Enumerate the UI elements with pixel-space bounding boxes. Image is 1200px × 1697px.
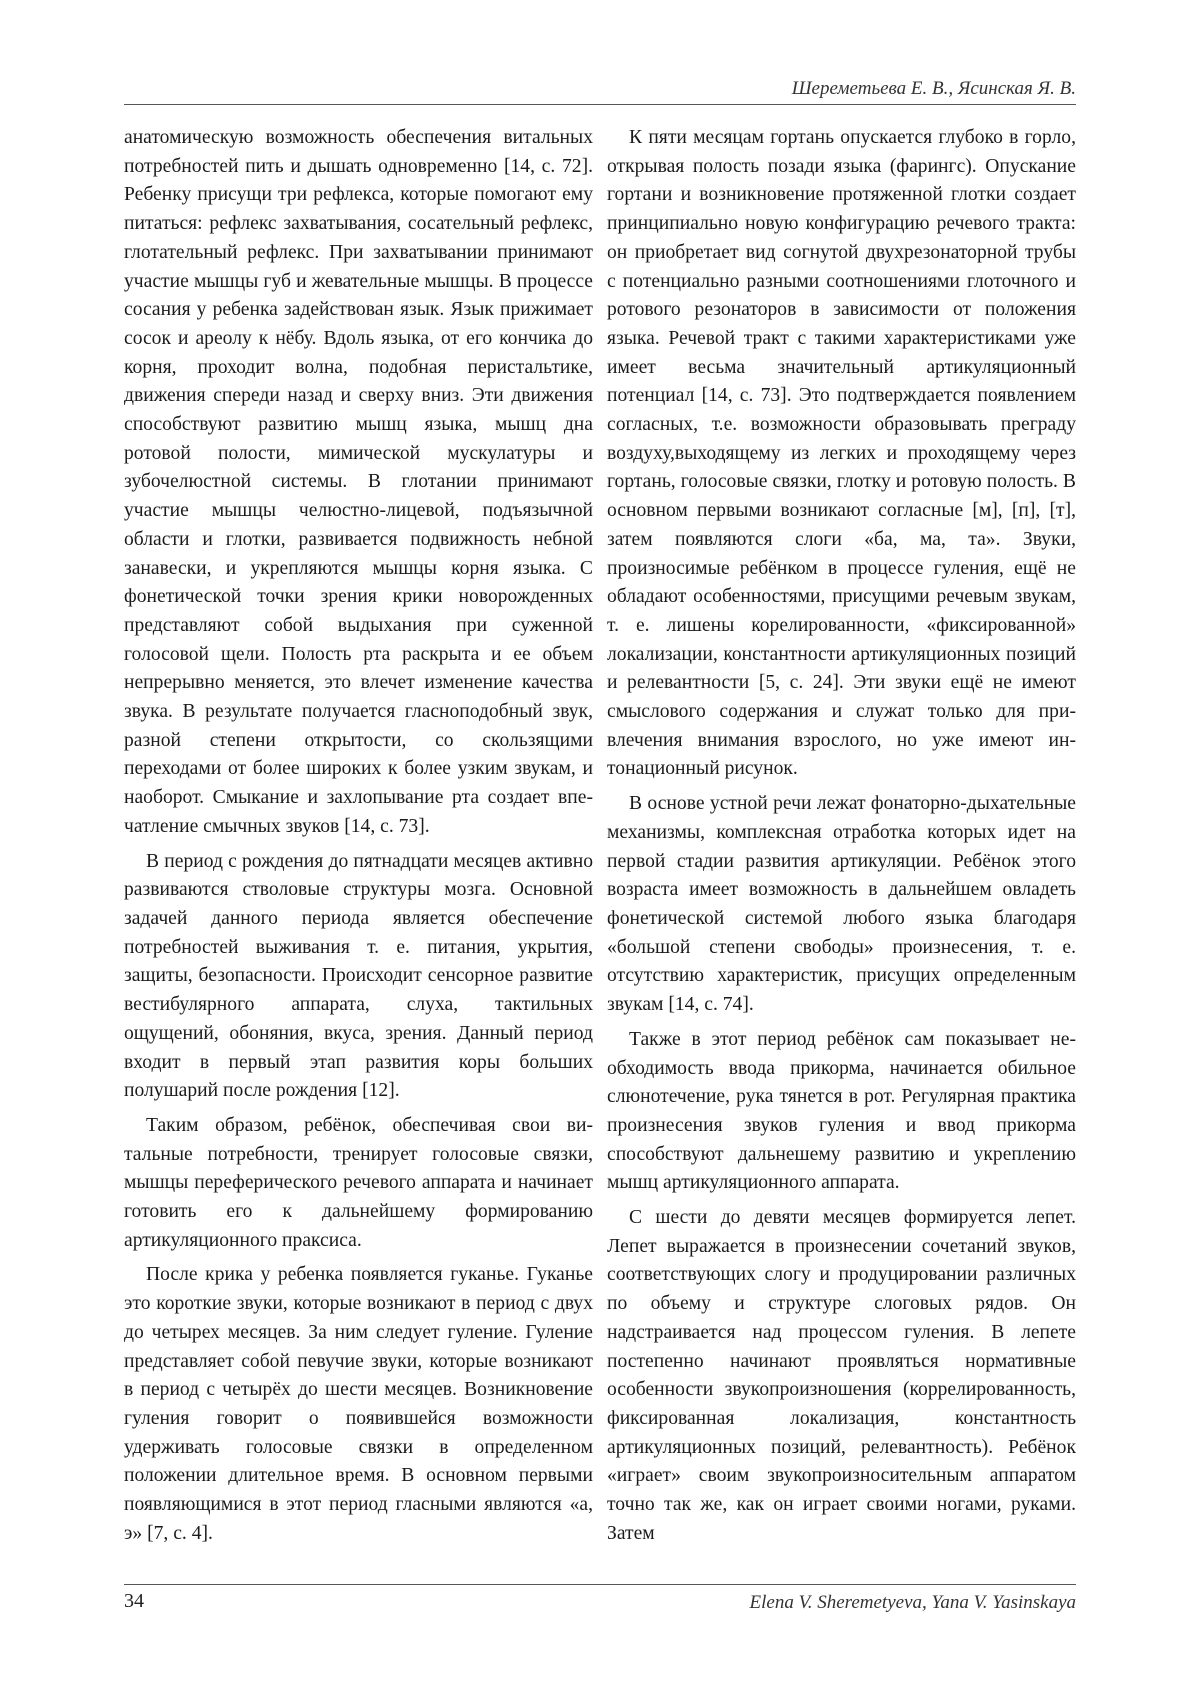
paragraph: После крика у ребенка появляется гуканье. Гуканье это короткие звуки, которые возникают в период с двух до четырех месяцев. За ним следует гуление. Гуление представляет собой певучие звуки, которые возникают в период с четырёх до шести месяцев. Возникновение гуления говорит о появившейся возможности удерживать голосовые связки в определенном положении длительное время. В основном первыми появляющимися в этот период гласными являются «а, э» [7, с. 4].: [124, 1264, 593, 1544]
paragraph: анатомическую возможность обеспечения витальных потребностей пить и дышать одновременно [14, с. 72]. Ребенку присущи три рефлекса, которые помогают ему питаться: рефлекс захватывания, сосательный рефлекс, глотательный рефлекс. При захватывании принимают участие мышцы губ и жевательные мышцы. В процессе сосания у ребенка задействован язык. Язык прижимает сосок и ареолу к нёбу. Вдоль языка, от его кончика до корня, проходит волна, подобная перистальтике, движения спереди назад и сверху вниз. Эти движения способствуют развитию мышц языка, мышц дна ротовой полости, мимической мускулатуры и зубочелюстной системы. В глотании принимают участие мышцы челюстно-лицевой, подъязычной области и глотки, развивается подвижность небной занавески, и укрепляются мышцы корня языка. С фонетической точки зрения крики новорожденных представляют собой выдыхания при суженной голосовой щели. Полость рта раскрыта и ее объем непрерывно меняется, это влечет изменение качества звука. В результате получается гласноподобный звук, разной степени открытости, со скользящими переходами от более широких к более узким звукам, и наоборот. Смыкание и захлопывание рта создает впечатление смычных звуков [14, с. 73].: [124, 127, 593, 837]
footer-rule: [124, 1584, 1076, 1585]
body-text: [124, 124, 1076, 1564]
paragraph: Таким образом, ребёнок, обеспечивая свои витальные потребности, тренирует голосовые связки, мышцы переферического речевого аппарата и начинает готовить его к дальнейшему формированию артикуляционного праксиса.: [124, 1114, 593, 1251]
header-authors: Шереметьева Е. В., Ясинская Я. В.: [791, 78, 1076, 99]
paragraph: К пяти месяцам гортань опускается глубоко в горло, открывая полость позади языка (фарингс). Опускание гортани и возникновение протяженной глотки создает принципиально новую конфигурацию речевого тракта: он приобретает вид согнутой двухрезонаторной трубы с потенциально разными соотношениями глоточного и ротового резонаторов в зависимости от положения языка. Речевой тракт с такими характеристиками уже имеет весьма значительный артикуляционный потенциал [14, с. 73]. Это подтверждается появлением согласных, т.е. возможности образовывать преграду воздуху,выходящему из легких и проходящему через гортань, голосовые связки, глотку и ротовую полость. В основном первыми возникают согласные [м], [п], [т], затем появляются слоги «ба, ма, та». Звуки, произносимые ребёнком в процессе гуления, ещё не обладают особенностями, присущими речевым звукам, т. е. лишены корелированности, «фиксированной» локализации, константности артикуляционных позиций и релевантности [5, с. 24]. Эти звуки ещё не имеют смыслового содержания и служат только для привлечения внимания взрослого, но уже имеют интонационный рисунок.: [607, 127, 1076, 780]
running-header: [124, 78, 1076, 104]
right-column: [607, 124, 1076, 1564]
paragraph: С шести до девяти месяцев формируется лепет. Лепет выражается в произнесении сочетаний звуков, соответствующих слогу и продуцировании различных по объему и структуре слоговых рядов. Он надстраивается над процессом гуления. В лепете постепенно начинают проявляться нормативные особенности звукопроизношения (коррелированность, фиксированная локализация, константность артикуляционных позиций, релевантность). Ребёнок «играет» своим звукопроизносительным аппаратом точно так же, как он играет своими ногами, руками. Затем: [607, 1207, 1076, 1544]
paragraph: В период с рождения до пятнадцати месяцев активно развиваются стволовые структуры мозга. Основной задачей данного периода является обеспечение потребностей выживания т. е. питания, укрытия, защиты, безопасности. Происходит сенсорное развитие вестибулярного аппарата, слуха, тактильных ощущений, обоняния, вкуса, зрения. Данный период входит в первый этап развития коры больших полушарий после рождения [12].: [124, 850, 593, 1102]
page-number: 34: [124, 1590, 144, 1612]
header-rule: [124, 104, 1076, 105]
footer-authors: Elena V. Sheremetyeva, Yana V. Yasinskaya: [749, 1592, 1076, 1613]
left-column: [124, 124, 593, 1564]
paragraph: Также в этот период ребёнок сам показывает необходимость ввода прикорма, начинается обильное слюнотечение, рука тянется в рот. Регулярная практика произнесения звуков гуления и ввод прикорма способствуют дальнешему развитию и укреплению мышц артикуляционного аппарата.: [607, 1028, 1076, 1194]
paragraph: В основе устной речи лежат фонаторно-дыхательные механизмы, комплексная отработка которых идет на первой стадии развития артикуляции. Ребёнок этого возраста имеет возможность в дальнейшем овладеть фонетической системой любого языка благодаря «большой степени свободы» произнесения, т. е. отсутствию характеристик, присущих определенным звукам [14, с. 74].: [607, 793, 1076, 1016]
